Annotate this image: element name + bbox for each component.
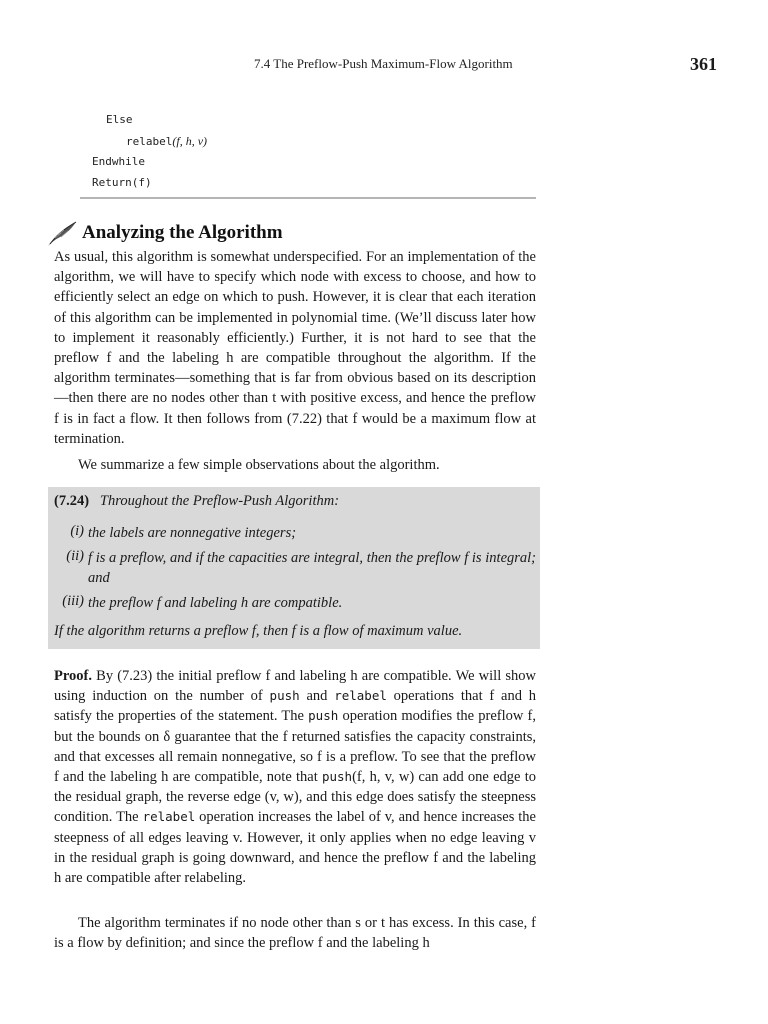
code-inline: push xyxy=(269,688,300,704)
section-title: Analyzing the Algorithm xyxy=(82,222,283,243)
theorem-header xyxy=(54,493,536,510)
proof-paragraph xyxy=(54,666,536,888)
intro-paragraph xyxy=(54,247,536,449)
summary-paragraph xyxy=(54,455,536,475)
page-number: 361 xyxy=(690,54,717,74)
section-heading xyxy=(46,218,283,248)
proof-text-run: (f, h, v, w) can add one edge to the residual graph, the reverse edge (v, w), and this edge does satisfy the steepness condition. The xyxy=(54,769,536,826)
item-text: f is a preflow, and if the capacities are integral, then the preflow f is integral; and xyxy=(88,550,536,586)
code-args: (f, h, v) xyxy=(172,133,208,148)
proof-text-run: By (7.23) the initial preflow f and labeling h are compatible. We will show using induction on the number of xyxy=(54,668,536,705)
paragraph-text: The algorithm terminates if no node other than s or t has excess. In this case, f is a flow by definition; and since the preflow f and the labeling h xyxy=(54,915,536,952)
code-inline: push xyxy=(321,769,353,785)
item-text: the labels are nonnegative integers; xyxy=(88,525,297,541)
proof-text-run: operation increases the label of v, and hence increases the steepness of all edges leaving v. However, it only applies when no edge leaving v in the residual graph is going downward, and hence the preflow f and the labeling h are compatible after relabeling. xyxy=(54,809,536,887)
theorem-statement: Throughout the Preflow-Push Algorithm: xyxy=(99,493,340,509)
item-text: the preflow f and labeling h are compatible. xyxy=(88,595,343,611)
quill-pen-icon xyxy=(46,218,80,248)
theorem-box xyxy=(48,487,540,649)
code-line: Endwhile xyxy=(92,155,145,168)
item-label: (ii) xyxy=(66,548,84,564)
proof-text-run: and xyxy=(299,688,335,705)
conclusion-text: If the algorithm returns a preflow f, then f is a flow of maximum value. xyxy=(54,623,463,639)
proof-text xyxy=(54,666,536,888)
paragraph-text: As usual, this algorithm is somewhat underspecified. For an implementation of the algorithm, we will have to specify which node with excess to choose, and how to efficiently select an edge on which to push. However, it is clear that each iteration of this algorithm can be implemented in polynomial time. (We’ll discuss later how to implement it reasonably efficiently.) Further, it is not hard to see that the preflow f and the labeling h are compatible throughout the algorithm. If the algorithm terminates—something that is far from obvious based on its description—then there are no nodes other than t with positive excess, and hence the preflow f is in fact a flow. It then follows from (7.22) that f would be a maximum flow at termination. xyxy=(54,249,536,447)
code-line: Else xyxy=(106,113,133,126)
item-label: (i) xyxy=(70,523,84,539)
pseudocode-block xyxy=(80,110,536,199)
proof-label: Proof. xyxy=(54,668,92,684)
final-paragraph xyxy=(54,913,536,953)
code-inline: push xyxy=(308,708,339,724)
code-inline: relabel xyxy=(142,809,196,825)
item-label: (iii) xyxy=(62,593,84,609)
paragraph-text: We summarize a few simple observations about the algorithm. xyxy=(78,457,440,473)
code-line xyxy=(80,131,536,153)
theorem-number: (7.24) xyxy=(54,493,90,509)
code-command: relabel xyxy=(126,134,173,148)
running-head: 7.4 The Preflow-Push Maximum-Flow Algorithm xyxy=(254,56,513,71)
code-line: Return(f) xyxy=(92,175,152,189)
proof-text-run: operation modifies the preflow f, but the bounds on δ guarantee that the f returned satisfies the capacity constraints, and that excesses all remain nonnegative, so f is a preflow. To see that the preflow f and the labeling h are compatible, note that xyxy=(54,708,536,786)
proof-text-run: operations that f and h satisfy the properties of the statement. The xyxy=(54,688,536,725)
theorem-conclusion xyxy=(54,623,536,640)
code-inline: relabel xyxy=(334,688,387,704)
